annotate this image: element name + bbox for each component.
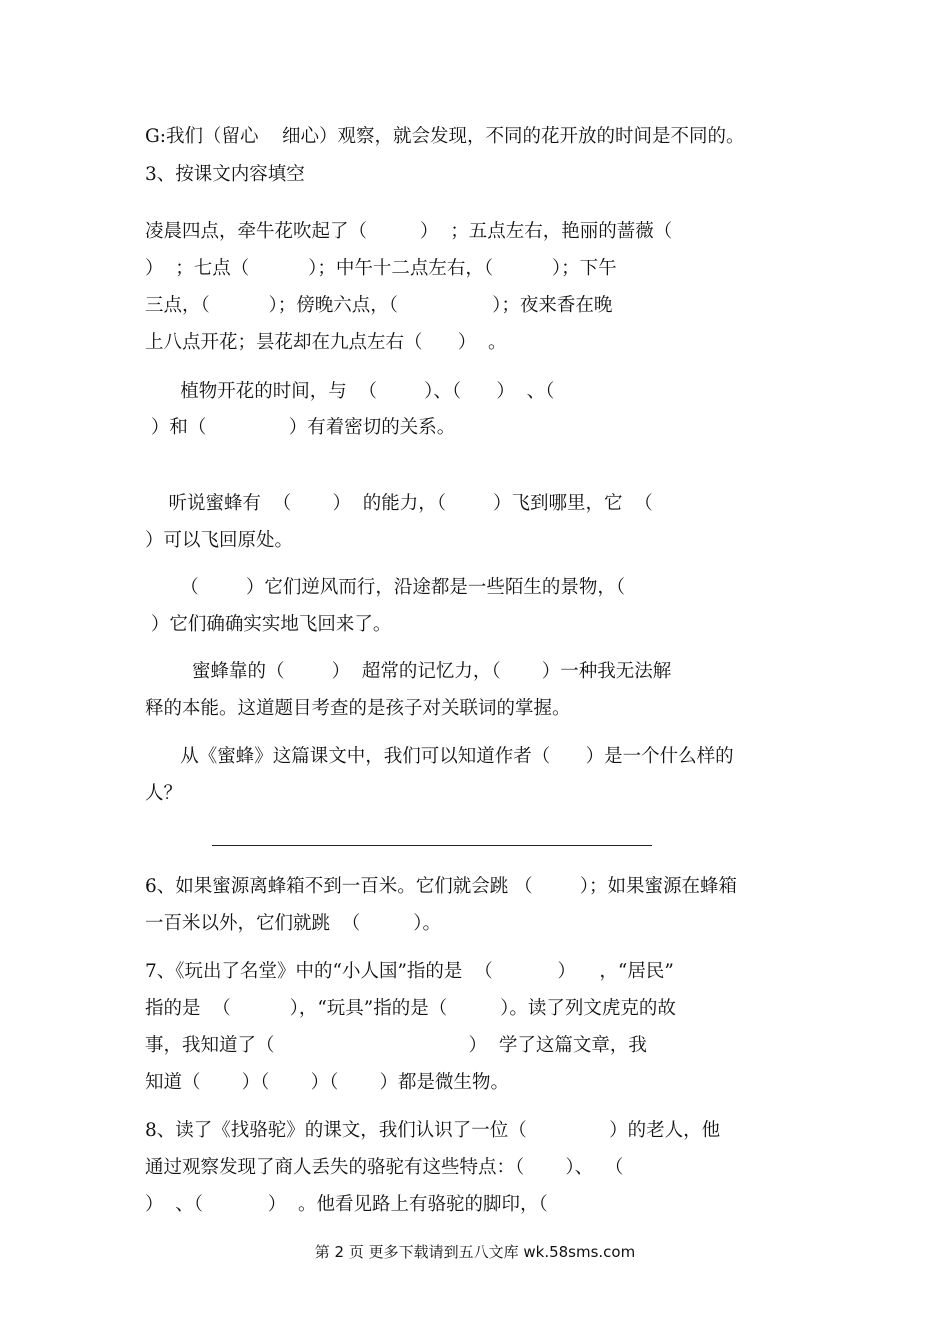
text-line: 6、如果蜜源离蜂箱不到一百米。它们就会跳 （ ）；如果蜜源在蜂箱 — [145, 876, 737, 897]
text-line: ） 、（ ） 。他看见路上有骆驼的脚印，（ — [145, 1194, 548, 1215]
text-line: 一百米以外，它们就跳 （ ）。 — [145, 913, 441, 934]
text-line: 知道（ ）（ ）（ ）都是微生物。 — [145, 1072, 509, 1093]
answer-line — [212, 845, 652, 846]
text-line: 8、读了《找骆驼》的课文，我们认识了一位（ ）的老人，他 — [145, 1120, 721, 1141]
text-line: 7、《玩出了名堂》中的“小人国”指的是 （ ） ，“居民” — [145, 961, 674, 982]
text-line: G:我们（留心 细心）观察，就会发现，不同的花开放的时间是不同的。 — [145, 126, 745, 147]
text-line: 植物开花的时间，与 （ ）、（ ） 、（ — [145, 381, 555, 402]
text-line: ） ；七点（ ）；中午十二点左右，（ ）；下午 — [145, 258, 617, 279]
text-line: 指的是 （ ），“玩具”指的是（ ）。读了列文虎克的故 — [145, 998, 676, 1019]
text-line: 三点，（ ）；傍晚六点，（ ）；夜来香在晚 — [145, 295, 613, 316]
page-footer: 第 2 页 更多下载请到五八文库 wk.58sms.com — [314, 1243, 636, 1261]
text-line: 从《蜜蜂》这篇课文中，我们可以知道作者（ ）是一个什么样的 — [145, 746, 734, 767]
text-line: 凌晨四点，牵牛花吹起了（ ） ；五点左右，艳丽的蔷薇（ — [145, 221, 673, 242]
text-line: ）和（ ）有着密切的关系。 — [145, 417, 456, 438]
text-line: 通过观察发现了商人丢失的骆驼有这些特点：（ ）、 （ — [145, 1157, 624, 1178]
text-line: （ ）它们逆风而行，沿途都是一些陌生的景物，（ — [145, 577, 626, 598]
text-line: 人？ — [145, 783, 183, 804]
text-line: 上八点开花；昙花却在九点左右（ ） 。 — [145, 332, 507, 353]
text-line: ）它们确确实实地飞回来了。 — [145, 614, 392, 635]
text-line: 蜜蜂靠的（ ） 超常的记忆力，（ ）一种我无法解 — [145, 661, 672, 682]
text-line: ）可以飞回原处。 — [145, 530, 294, 551]
text-line: 释的本能。这道题目考查的是孩子对关联词的掌握。 — [145, 698, 571, 719]
text-line: 事，我知道了（ ） 学了这篇文章，我 — [145, 1035, 647, 1056]
section-heading: 3、按课文内容填空 — [145, 164, 305, 185]
text-line: 听说蜜蜂有 （ ） 的能力，（ ）飞到哪里，它 （ — [145, 493, 653, 514]
